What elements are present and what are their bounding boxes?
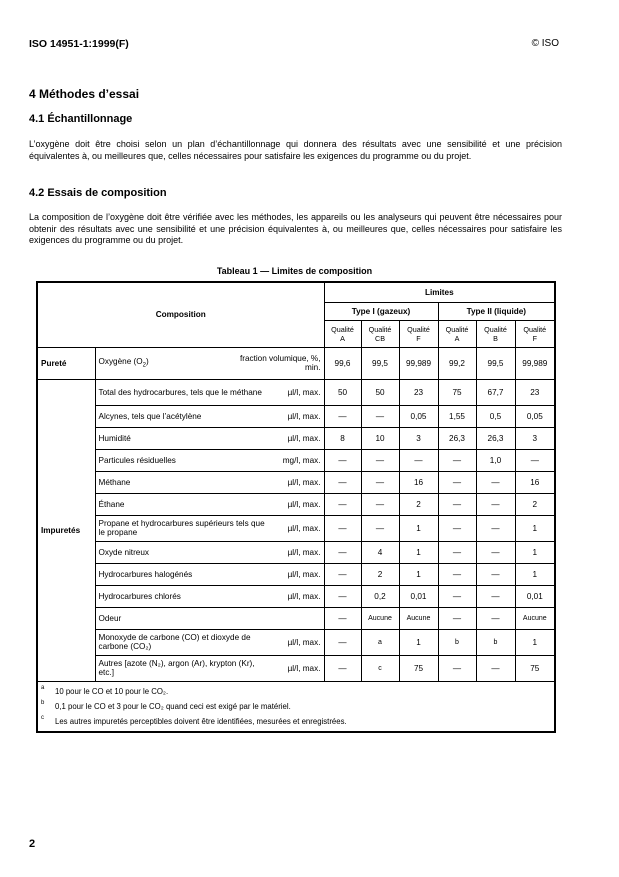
- table-footnotes: [37, 681, 555, 732]
- limit-value: —: [324, 405, 361, 427]
- quality-header: Qualité A: [438, 320, 476, 347]
- section-4-1-title: 4.1 Échantillonnage: [29, 113, 133, 125]
- composition-cell: [95, 347, 324, 379]
- limit-value: —: [361, 449, 399, 471]
- limit-value: —: [438, 563, 476, 585]
- component-name: Hydrocarbures halogénés: [98, 569, 193, 579]
- limit-value: 23: [399, 379, 438, 405]
- limit-value: —: [476, 541, 515, 563]
- limit-value: —: [324, 607, 361, 629]
- section-4-2-title: 4.2 Essais de composition: [29, 187, 167, 199]
- composition-cell: [95, 493, 324, 515]
- header-type-1: Type I (gazeux): [324, 302, 438, 320]
- limit-value: 1: [399, 563, 438, 585]
- quality-header: Qualité F: [515, 320, 555, 347]
- limit-value: 1,55: [438, 405, 476, 427]
- composition-limits-table: [36, 281, 556, 733]
- limit-value: 26,3: [476, 427, 515, 449]
- composition-cell: [95, 541, 324, 563]
- quality-header: Qualité A: [324, 320, 361, 347]
- table-row: [37, 493, 555, 515]
- composition-cell: [95, 655, 324, 681]
- table-row: [37, 541, 555, 563]
- limit-value: 0,01: [399, 585, 438, 607]
- component-unit: µl/l, max.: [287, 663, 321, 673]
- table-row: [37, 379, 555, 405]
- limit-value: —: [476, 515, 515, 541]
- limit-value: —: [324, 541, 361, 563]
- quality-header: Qualité F: [399, 320, 438, 347]
- limit-value: —: [324, 655, 361, 681]
- table-row: [37, 471, 555, 493]
- component-name: Méthane: [98, 477, 131, 487]
- component-name: Alcynes, tels que l’acétylène: [98, 411, 202, 421]
- limit-value: 0,05: [515, 405, 555, 427]
- footnote-text: 10 pour le CO et 10 pour le CO₂.: [55, 686, 169, 696]
- composition-cell: [95, 449, 324, 471]
- limit-value: 99,5: [361, 347, 399, 379]
- header-limites: Limites: [324, 282, 555, 302]
- limit-value: 16: [515, 471, 555, 493]
- table-row: [37, 515, 555, 541]
- table-row: [37, 405, 555, 427]
- limit-value: —: [438, 449, 476, 471]
- quality-header: Qualité CB: [361, 320, 399, 347]
- limit-value: —: [361, 515, 399, 541]
- composition-cell: [95, 629, 324, 655]
- limit-value: —: [476, 563, 515, 585]
- limit-value: b: [476, 629, 515, 655]
- component-name: Particules résiduelles: [98, 455, 176, 465]
- limit-value: 0,01: [515, 585, 555, 607]
- limit-value: 4: [361, 541, 399, 563]
- limit-value: 3: [515, 427, 555, 449]
- limit-value: 99,2: [438, 347, 476, 379]
- limit-value: —: [438, 585, 476, 607]
- limit-value: Aucune: [399, 607, 438, 629]
- limit-value: 2: [399, 493, 438, 515]
- limit-value: 1: [515, 563, 555, 585]
- component-unit: µl/l, max.: [287, 637, 321, 647]
- component-unit: mg/l, max.: [282, 455, 321, 465]
- component-unit: fraction volumique, %, min.: [239, 354, 321, 372]
- footnote-mark: a: [41, 684, 45, 691]
- component-unit: µl/l, max.: [287, 591, 321, 601]
- component-name: Autres [azote (N₂), argon (Ar), krypton (Kr), etc.]: [98, 659, 255, 677]
- footnote-mark: b: [41, 699, 45, 706]
- table-row: [37, 655, 555, 681]
- table-row: [37, 585, 555, 607]
- limit-value: 8: [324, 427, 361, 449]
- limit-value: 99,989: [399, 347, 438, 379]
- limit-value: b: [438, 629, 476, 655]
- limit-value: 0,05: [399, 405, 438, 427]
- component-name: Odeur: [98, 613, 122, 623]
- quality-header: Qualité B: [476, 320, 515, 347]
- limit-value: Aucune: [515, 607, 555, 629]
- component-name: Total des hydrocarbures, tels que le méthane: [98, 387, 262, 397]
- limit-value: 75: [515, 655, 555, 681]
- limit-value: 1,0: [476, 449, 515, 471]
- limit-value: 23: [515, 379, 555, 405]
- limit-value: 99,5: [476, 347, 515, 379]
- limit-value: a: [361, 629, 399, 655]
- document-id: ISO 14951-1:1999(F): [29, 38, 129, 50]
- limit-value: 3: [399, 427, 438, 449]
- limit-value: —: [476, 655, 515, 681]
- composition-cell: [95, 607, 324, 629]
- limit-value: 0,5: [476, 405, 515, 427]
- component-name: Oxyde nitreux: [98, 547, 150, 557]
- component-name: Hydrocarbures chlorés: [98, 591, 181, 601]
- limit-value: —: [438, 493, 476, 515]
- limit-value: —: [399, 449, 438, 471]
- limit-value: 75: [399, 655, 438, 681]
- limit-value: —: [476, 607, 515, 629]
- component-unit: µl/l, max.: [287, 547, 321, 557]
- limit-value: —: [438, 541, 476, 563]
- limit-value: 1: [399, 629, 438, 655]
- footnote: [41, 699, 551, 714]
- composition-cell: [95, 563, 324, 585]
- limit-value: —: [476, 585, 515, 607]
- component-name: Propane et hydrocarbures supérieurs tels que le propane: [98, 519, 265, 537]
- footnote: [41, 714, 551, 729]
- footnote-mark: c: [41, 714, 44, 721]
- limit-value: 10: [361, 427, 399, 449]
- composition-cell: [95, 471, 324, 493]
- limit-value: 1: [399, 515, 438, 541]
- limit-value: 99,989: [515, 347, 555, 379]
- limit-value: —: [361, 405, 399, 427]
- category-purete: Pureté: [37, 347, 95, 379]
- limit-value: —: [324, 493, 361, 515]
- limit-value: —: [361, 493, 399, 515]
- limit-value: —: [438, 515, 476, 541]
- limit-value: 26,3: [438, 427, 476, 449]
- limit-value: 2: [361, 563, 399, 585]
- component-name: Éthane: [98, 499, 125, 509]
- component-unit: µl/l, max.: [287, 477, 321, 487]
- limit-value: —: [438, 607, 476, 629]
- limit-value: 50: [361, 379, 399, 405]
- limit-value: —: [438, 471, 476, 493]
- limit-value: 16: [399, 471, 438, 493]
- composition-cell: [95, 427, 324, 449]
- table-row: [37, 427, 555, 449]
- limit-value: 99,6: [324, 347, 361, 379]
- footnote-text: 0,1 pour le CO et 3 pour le CO₂ quand ceci est exigé par le matériel.: [55, 701, 291, 711]
- footnote: [41, 684, 551, 699]
- table-caption: Tableau 1 — Limites de composition: [216, 266, 373, 276]
- component-unit: µl/l, max.: [287, 411, 321, 421]
- table-row: [37, 449, 555, 471]
- limit-value: 2: [515, 493, 555, 515]
- header-type-2: Type II (liquide): [438, 302, 555, 320]
- component-unit: µl/l, max.: [287, 433, 321, 443]
- limit-value: —: [438, 655, 476, 681]
- limit-value: c: [361, 655, 399, 681]
- composition-cell: [95, 515, 324, 541]
- component-unit: µl/l, max.: [287, 523, 321, 533]
- limit-value: —: [476, 471, 515, 493]
- page-number: 2: [29, 838, 36, 850]
- component-unit: µl/l, max.: [287, 499, 321, 509]
- limit-value: 1: [515, 541, 555, 563]
- component-unit: µl/l, max.: [287, 387, 321, 397]
- limit-value: Aucune: [361, 607, 399, 629]
- component-name: Humidité: [98, 433, 131, 443]
- section-4-title: 4 Méthodes d’essai: [29, 87, 140, 101]
- footnote-text: Les autres impuretés perceptibles doivent être identifiées, mesurées et enregistrées.: [55, 716, 347, 726]
- limit-value: —: [361, 471, 399, 493]
- component-unit: µl/l, max.: [287, 569, 321, 579]
- limit-value: —: [476, 493, 515, 515]
- section-4-1-text: L’oxygène doit être choisi selon un plan d’échantillonnage qui donnera des résultats avec une sensibilité et une précision équivalentes à, ou meilleures que, celles nécessaires pour satisfaire les exigences du programme ou du projet.: [29, 139, 562, 161]
- limit-value: —: [515, 449, 555, 471]
- limit-value: —: [324, 449, 361, 471]
- table-row: [37, 629, 555, 655]
- section-4-2-text: La composition de l’oxygène doit être vérifiée avec les méthodes, les appareils ou les analyseurs qui peuvent être nécessaires pour obtenir des résultats avec une sensibilité et une précision équivalentes à, ou meilleures que, celles nécessaires pour satisfaire les exigences du programme ou du projet.: [29, 212, 562, 245]
- limit-value: —: [324, 471, 361, 493]
- copyright-notice: © ISO: [531, 38, 559, 49]
- limit-value: —: [324, 515, 361, 541]
- component-name: Monoxyde de carbone (CO) et dioxyde de carbone (CO₂): [98, 633, 251, 651]
- composition-cell: [95, 405, 324, 427]
- limit-value: 1: [515, 515, 555, 541]
- limit-value: 1: [515, 629, 555, 655]
- limit-value: 0,2: [361, 585, 399, 607]
- limit-value: 67,7: [476, 379, 515, 405]
- category-impuretes: Impuretés: [37, 379, 95, 681]
- limit-value: 50: [324, 379, 361, 405]
- limit-value: 75: [438, 379, 476, 405]
- composition-cell: [95, 379, 324, 405]
- limit-value: 1: [399, 541, 438, 563]
- limit-value: —: [324, 563, 361, 585]
- limit-value: —: [324, 585, 361, 607]
- composition-cell: [95, 585, 324, 607]
- header-composition: Composition: [37, 282, 324, 347]
- limit-value: —: [324, 629, 361, 655]
- table-row: [37, 607, 555, 629]
- component-name: Oxygène $(O_2)$: [98, 357, 149, 369]
- table-row: [37, 563, 555, 585]
